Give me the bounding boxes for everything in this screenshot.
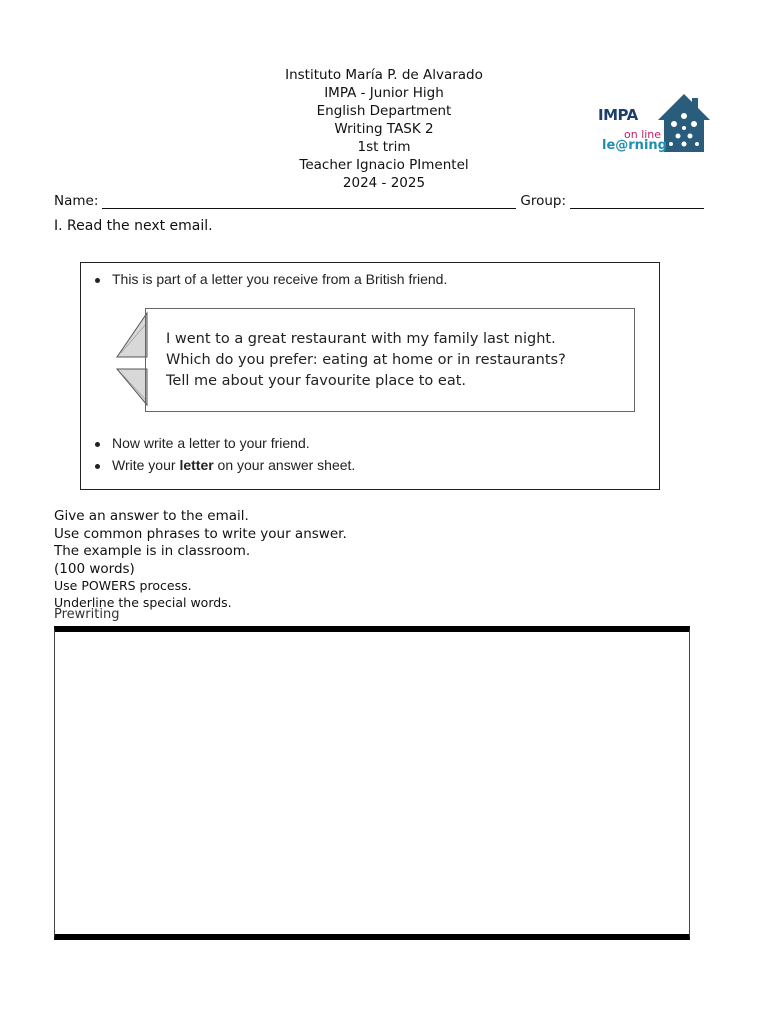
letter-excerpt [145,308,635,412]
task-bullet-2 [95,435,310,451]
teacher-name: Teacher Ignacio PImentel [299,157,469,173]
letter-line-3: Tell me about your favourite place to eat. [166,373,467,389]
instruction-5: Use POWERS process. [54,578,192,593]
logo-learning: le@rning [602,138,667,153]
instruction-1: Give an answer to the email. [54,508,249,524]
logo-online: on line [624,128,662,141]
term: 1st trim [357,139,411,155]
letter-line-1: I went to a great restaurant with my family last night. [166,331,556,347]
impa-online-learning-logo [592,92,712,156]
bullet-icon [95,442,100,447]
bullet-3-text-bold: letter [179,457,214,473]
instruction-2: Use common phrases to write your answer. [54,525,347,542]
name-label: Name: [54,193,99,209]
instruction-6: Underline the special words. [54,594,232,610]
group-label: Group: [520,193,567,209]
instruction-4: (100 words) [54,560,135,577]
letter-line-2: Which do you prefer: eating at home or in restaurants? [166,352,566,368]
task-title: Writing TASK 2 [334,121,434,137]
department: English Department [316,103,452,119]
name-field[interactable] [102,194,516,209]
bullet-1-text: This is part of a letter you receive from a British friend. [112,271,448,287]
instructions [54,508,347,611]
school-name: Instituto María P. de Alvarado [285,67,483,83]
school-year: 2024 - 2025 [342,175,426,191]
logo-brand: IMPA [598,106,638,124]
task-bullet-1 [95,271,447,287]
task-prompt-box [80,262,660,490]
bullet-3-text-pre: Write your [112,457,180,473]
group-field[interactable] [570,194,704,209]
prewriting-label: Prewriting [54,607,120,622]
prewriting-area[interactable] [54,626,690,940]
envelope-flap-icon [115,311,149,407]
task-bullet-3 [95,457,355,473]
school-level: IMPA - Junior High [324,85,444,101]
bullet-2-text: Now write a letter to your friend. [112,435,310,451]
name-group-line [54,193,714,209]
section-title: I. Read the next email. [54,218,213,234]
bullet-icon [95,464,100,469]
instruction-3: The example is in classroom. [54,543,251,559]
bullet-3-text-post: on your answer sheet. [213,457,356,473]
bullet-icon [95,278,100,283]
